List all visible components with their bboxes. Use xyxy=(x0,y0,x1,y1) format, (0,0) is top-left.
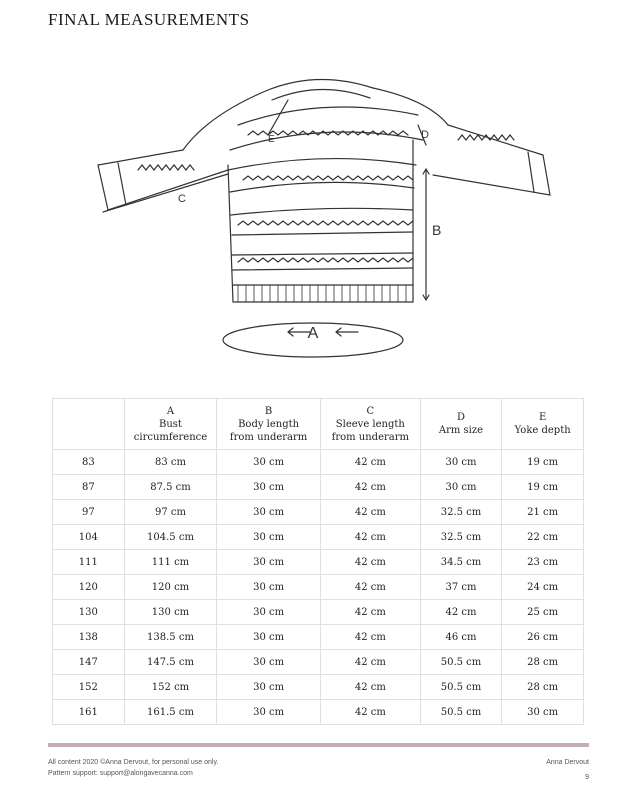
measurement-cell: 87.5 cm xyxy=(124,475,217,500)
label-e: E xyxy=(268,134,275,145)
measurement-cell: 30 cm xyxy=(217,525,321,550)
measurement-cell: 104.5 cm xyxy=(124,525,217,550)
measurement-cell: 30 cm xyxy=(217,625,321,650)
size-cell: 120 xyxy=(53,575,125,600)
measurement-cell: 30 cm xyxy=(217,675,321,700)
measurement-cell: 42 cm xyxy=(320,675,420,700)
measurement-cell: 30 cm xyxy=(217,575,321,600)
sweater-drawing xyxy=(88,70,558,370)
measurement-cell: 120 cm xyxy=(124,575,217,600)
header-bust: A Bust circumference xyxy=(124,399,217,450)
footer-right xyxy=(546,757,589,783)
table-row xyxy=(53,600,584,625)
size-cell: 152 xyxy=(53,675,125,700)
measurement-cell: 30 cm xyxy=(502,700,584,725)
size-cell: 130 xyxy=(53,600,125,625)
yoke-depth-arrow xyxy=(268,100,288,135)
table-row xyxy=(53,550,584,575)
header-arm-size: D Arm size xyxy=(420,399,502,450)
measurement-cell: 30 cm xyxy=(217,500,321,525)
size-cell: 138 xyxy=(53,625,125,650)
size-cell: 111 xyxy=(53,550,125,575)
measurement-cell: 97 cm xyxy=(124,500,217,525)
measurement-cell: 32.5 cm xyxy=(420,525,502,550)
measurements-table xyxy=(52,398,584,725)
measurement-cell: 83 cm xyxy=(124,450,217,475)
measurement-cell: 25 cm xyxy=(502,600,584,625)
measurement-cell: 42 cm xyxy=(320,525,420,550)
measurement-cell: 161.5 cm xyxy=(124,700,217,725)
measurement-cell: 30 cm xyxy=(217,650,321,675)
table-row xyxy=(53,475,584,500)
measurement-cell: 130 cm xyxy=(124,600,217,625)
header-sleeve-length: C Sleeve length from underarm xyxy=(320,399,420,450)
measurement-cell: 42 cm xyxy=(320,550,420,575)
measurement-cell: 42 cm xyxy=(320,475,420,500)
measurement-cell: 42 cm xyxy=(320,575,420,600)
measurement-cell: 50.5 cm xyxy=(420,700,502,725)
label-d: D xyxy=(421,129,429,141)
measurement-cell: 42 cm xyxy=(320,625,420,650)
measurement-cell: 50.5 cm xyxy=(420,675,502,700)
measurement-cell: 147.5 cm xyxy=(124,650,217,675)
support-text: Pattern support: support@alongavecanna.com xyxy=(48,770,193,777)
table-row xyxy=(53,500,584,525)
table-row xyxy=(53,575,584,600)
label-b: B xyxy=(432,222,442,238)
page-number: 9 xyxy=(585,774,589,781)
measurement-cell: 30 cm xyxy=(217,700,321,725)
table-row xyxy=(53,450,584,475)
table-row xyxy=(53,675,584,700)
table-row xyxy=(53,650,584,675)
footer-divider xyxy=(48,743,589,747)
measurement-cell: 30 cm xyxy=(217,450,321,475)
measurement-cell: 152 cm xyxy=(124,675,217,700)
measurement-cell: 32.5 cm xyxy=(420,500,502,525)
label-a: A xyxy=(307,325,319,342)
measurement-cell: 42 cm xyxy=(320,650,420,675)
measurement-cell: 26 cm xyxy=(502,625,584,650)
header-body-length: B Body length from underarm xyxy=(217,399,321,450)
measurement-cell: 111 cm xyxy=(124,550,217,575)
measurement-cell: 34.5 cm xyxy=(420,550,502,575)
label-c: C xyxy=(178,193,186,205)
measurement-cell: 28 cm xyxy=(502,650,584,675)
measurement-cell: 42 cm xyxy=(320,600,420,625)
size-cell: 87 xyxy=(53,475,125,500)
header-yoke-depth: E Yoke depth xyxy=(502,399,584,450)
measurement-cell: 19 cm xyxy=(502,450,584,475)
measurement-cell: 24 cm xyxy=(502,575,584,600)
measurement-cell: 46 cm xyxy=(420,625,502,650)
measurement-cell: 21 cm xyxy=(502,500,584,525)
measurement-cell: 19 cm xyxy=(502,475,584,500)
measurement-cell: 42 cm xyxy=(320,700,420,725)
header-size xyxy=(53,399,125,450)
measurement-cell: 50.5 cm xyxy=(420,650,502,675)
size-cell: 83 xyxy=(53,450,125,475)
measurement-cell: 42 cm xyxy=(320,450,420,475)
measurement-cell: 22 cm xyxy=(502,525,584,550)
table-body xyxy=(53,450,584,725)
size-cell: 161 xyxy=(53,700,125,725)
table-row xyxy=(53,700,584,725)
author-name: Anna Dervout xyxy=(546,759,589,766)
measurement-cell: 30 cm xyxy=(217,600,321,625)
size-cell: 97 xyxy=(53,500,125,525)
measurement-cell: 23 cm xyxy=(502,550,584,575)
measurement-cell: 28 cm xyxy=(502,675,584,700)
sweater-schematic xyxy=(88,70,558,370)
measurement-cell: 37 cm xyxy=(420,575,502,600)
measurement-cell: 30 cm xyxy=(420,450,502,475)
table-header-row xyxy=(53,399,584,450)
neckline xyxy=(268,79,373,90)
measurement-cell: 138.5 cm xyxy=(124,625,217,650)
table-row xyxy=(53,625,584,650)
page-title: FINAL MEASUREMENTS xyxy=(48,10,250,29)
measurement-cell: 30 cm xyxy=(217,475,321,500)
measurement-cell: 42 cm xyxy=(420,600,502,625)
copyright-text: All content 2020 ©Anna Dervout, for personal use only. xyxy=(48,759,219,766)
measurement-cell: 30 cm xyxy=(420,475,502,500)
table-row xyxy=(53,525,584,550)
size-cell: 147 xyxy=(53,650,125,675)
measurement-cell: 42 cm xyxy=(320,500,420,525)
footer-left xyxy=(48,757,218,779)
size-cell: 104 xyxy=(53,525,125,550)
measurement-cell: 30 cm xyxy=(217,550,321,575)
